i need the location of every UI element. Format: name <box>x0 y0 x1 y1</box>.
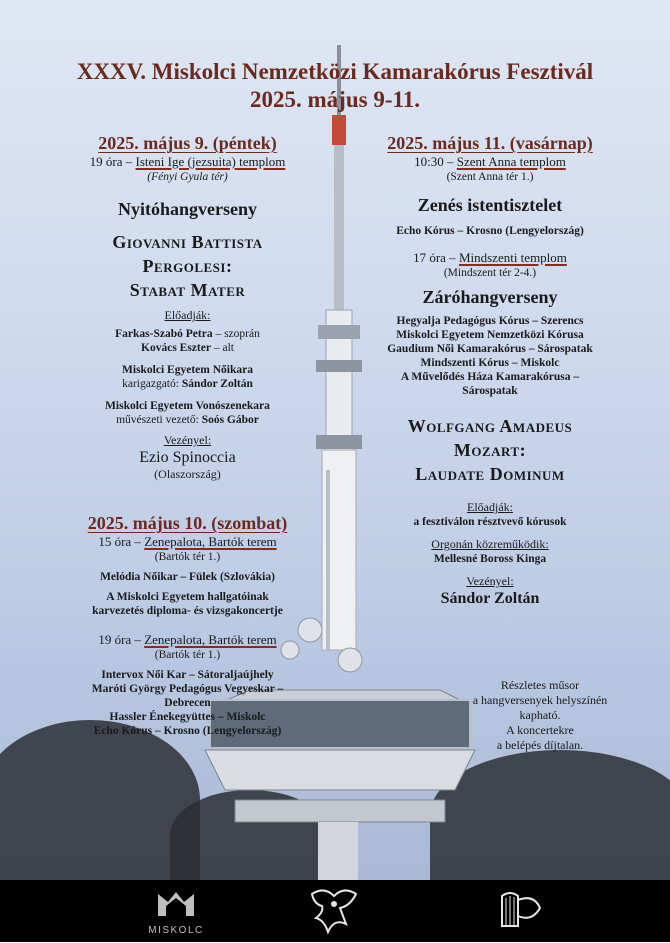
festival-title: XXXV. Miskolci Nemzetközi Kamarakórus Fesztivál <box>76 59 594 84</box>
dish-2 <box>338 648 362 672</box>
day1-choir-leader <box>40 377 335 391</box>
day3-c1-event: Zenés istentisztelet <box>417 195 563 215</box>
miskolc-logo-text: MISKOLC <box>148 925 204 936</box>
note-line-2: a hangversenyek helyszínén <box>472 693 608 707</box>
day1-venue-line <box>40 154 335 170</box>
orchestra-leader-name: Soós Gábor <box>201 414 259 426</box>
day2-c2-performer-3: Debrecen <box>164 697 211 709</box>
day3-c1-address: (Szent Anna tér 1.) <box>446 171 534 183</box>
day2-c2-address: (Bartók tér 1.) <box>154 649 221 661</box>
day2-c2-performer-5: Echo Kórus – Krosno (Lengyelország) <box>93 725 282 737</box>
day3-organist: Mellesné Boross Kinga <box>433 553 547 565</box>
day3-c2-event: Záróhangverseny <box>422 287 558 307</box>
day3-conductor-label: Vezényel: <box>466 574 514 588</box>
miskolc-crown-icon <box>156 888 196 918</box>
miskolc-logo[interactable] <box>148 888 204 936</box>
deck-lower <box>205 750 475 790</box>
day3-section <box>345 133 635 608</box>
day1-date: 2025. május 9. (péntek) <box>98 133 277 153</box>
day1-soloist-1 <box>40 327 335 341</box>
day3-c2-venue-line <box>345 250 635 266</box>
note-line-3: kapható. <box>519 708 561 722</box>
soloist-1-name: Farkas-Szabó Petra <box>115 328 213 340</box>
day2-c2-time: 19 óra – <box>98 632 145 647</box>
day3-c2-address: (Mindszent tér 2-4.) <box>443 267 537 279</box>
footer-bar <box>0 880 670 942</box>
day1-composer-line1: Giovanni Battista <box>112 232 263 252</box>
moon-lyre-icon <box>462 886 546 936</box>
day2-concert2-venue-line <box>40 632 335 648</box>
day1-time: 19 óra – <box>89 154 136 169</box>
day1-orchestra: Miskolci Egyetem Vonószenekara <box>105 400 270 412</box>
day3-date: 2025. május 11. (vasárnap) <box>387 133 593 153</box>
note-line-1: Részletes műsor <box>500 678 580 692</box>
day1-composer-line2: Pergolesi: <box>142 256 233 276</box>
day1-conductor-label: Vezényel: <box>163 433 212 447</box>
orchestra-leader-label: művészeti vezető: <box>116 414 202 426</box>
day3-composer-line2: Mozart: <box>453 440 527 460</box>
griffin-crest-icon <box>304 884 364 938</box>
day3-organ-label: Orgonán közreműködik: <box>431 537 549 551</box>
note-line-5: a belépés díjtalan. <box>496 738 584 752</box>
note-line-4: A koncertekre <box>506 723 574 737</box>
day1-venue: Isteni Ige (jezsuita) templom <box>135 154 286 169</box>
day3-c2-performer-6: Sárospatak <box>462 385 518 397</box>
info-note <box>460 678 620 753</box>
day2-c1-address: (Bartók tér 1.) <box>154 551 221 563</box>
day3-c2-performer-4: Mindszenti Kórus – Miskolc <box>420 357 560 369</box>
day3-c2-performer-1: Hegyalja Pedagógus Kórus – Szerencs <box>396 315 584 327</box>
moon-lyre-logo[interactable] <box>462 886 546 941</box>
day2-c2-venue: Zenepalota, Bartók terem <box>144 632 277 647</box>
day2-c1-time: 15 óra – <box>98 534 145 549</box>
day3-performers-label: Előadják: <box>467 500 513 514</box>
choir-leader-label: karigazgató: <box>122 378 182 390</box>
day1-section <box>40 133 335 482</box>
day1-choir: Miskolci Egyetem Nőikara <box>122 364 253 376</box>
day1-performers-label: Előadják: <box>164 308 211 322</box>
day3-c1-venue: Szent Anna templom <box>456 154 566 169</box>
lower-platform <box>235 800 445 822</box>
day3-c2-performer-5: A Művelődés Háza Kamarakórusa – <box>400 371 580 383</box>
day1-address: (Fényi Gyula tér) <box>147 171 228 183</box>
day3-c2-venue: Mindszenti templom <box>458 250 567 265</box>
day1-conductor: Ezio Spinoccia <box>139 449 236 466</box>
day2-c1-performer-2b: karvezetés diploma- és vizsgakoncertje <box>92 605 283 617</box>
day1-soloist-2 <box>40 341 335 355</box>
day3-c2-performer-3: Gaudium Női Kamarakórus – Sárospatak <box>387 343 593 355</box>
day3-c1-performer: Echo Kórus – Krosno (Lengyelország) <box>396 225 584 237</box>
griffin-crest-logo[interactable] <box>304 884 364 943</box>
day2-c2-performer-4: Hassler Énekegyüttes – Miskolc <box>109 711 266 723</box>
day3-c1-time: 10:30 – <box>414 154 457 169</box>
day2-c1-venue: Zenepalota, Bartók terem <box>144 534 277 549</box>
day3-c2-performer-2: Miskolci Egyetem Nemzetközi Kórusa <box>396 329 584 341</box>
day2-section <box>40 513 335 738</box>
day2-concert1-venue-line <box>40 534 335 550</box>
antenna-mast <box>334 145 344 315</box>
day1-conductor-country: (Olaszország) <box>154 467 221 481</box>
day2-c1-performer-2a: A Miskolci Egyetem hallgatóinak <box>106 591 269 603</box>
day3-work: Laudate Dominum <box>415 464 565 484</box>
day3-conductor: Sándor Zoltán <box>440 590 540 607</box>
day3-c2-time: 17 óra – <box>413 250 459 265</box>
soloist-2-role: – alt <box>210 342 234 354</box>
day1-event: Nyitóhangverseny <box>118 199 257 219</box>
day1-work: Stabat Mater <box>129 280 246 300</box>
soloist-1-role: – szoprán <box>212 328 260 340</box>
day2-c2-performer-1: Intervox Női Kar – Sátoraljaújhely <box>101 669 274 681</box>
day2-date: 2025. május 10. (szombat) <box>87 513 288 533</box>
day3-c1-venue-line <box>345 154 635 170</box>
day3-composer-line1: Wolfgang Amadeus <box>407 416 573 436</box>
day2-c2-performer-2: Maróti György Pedagógus Vegyeskar – <box>91 683 284 695</box>
festival-dates: 2025. május 9-11. <box>250 87 420 112</box>
choir-leader-name: Sándor Zoltán <box>181 378 253 390</box>
soloist-2-name: Kovács Eszter <box>141 342 211 354</box>
base-shaft <box>318 822 358 880</box>
day3-performers: a fesztiválon résztvevő kórusok <box>413 516 567 528</box>
day1-orchestra-leader <box>40 413 335 427</box>
day2-c1-performer-1: Melódia Nőikar – Fülek (Szlovákia) <box>100 571 275 583</box>
